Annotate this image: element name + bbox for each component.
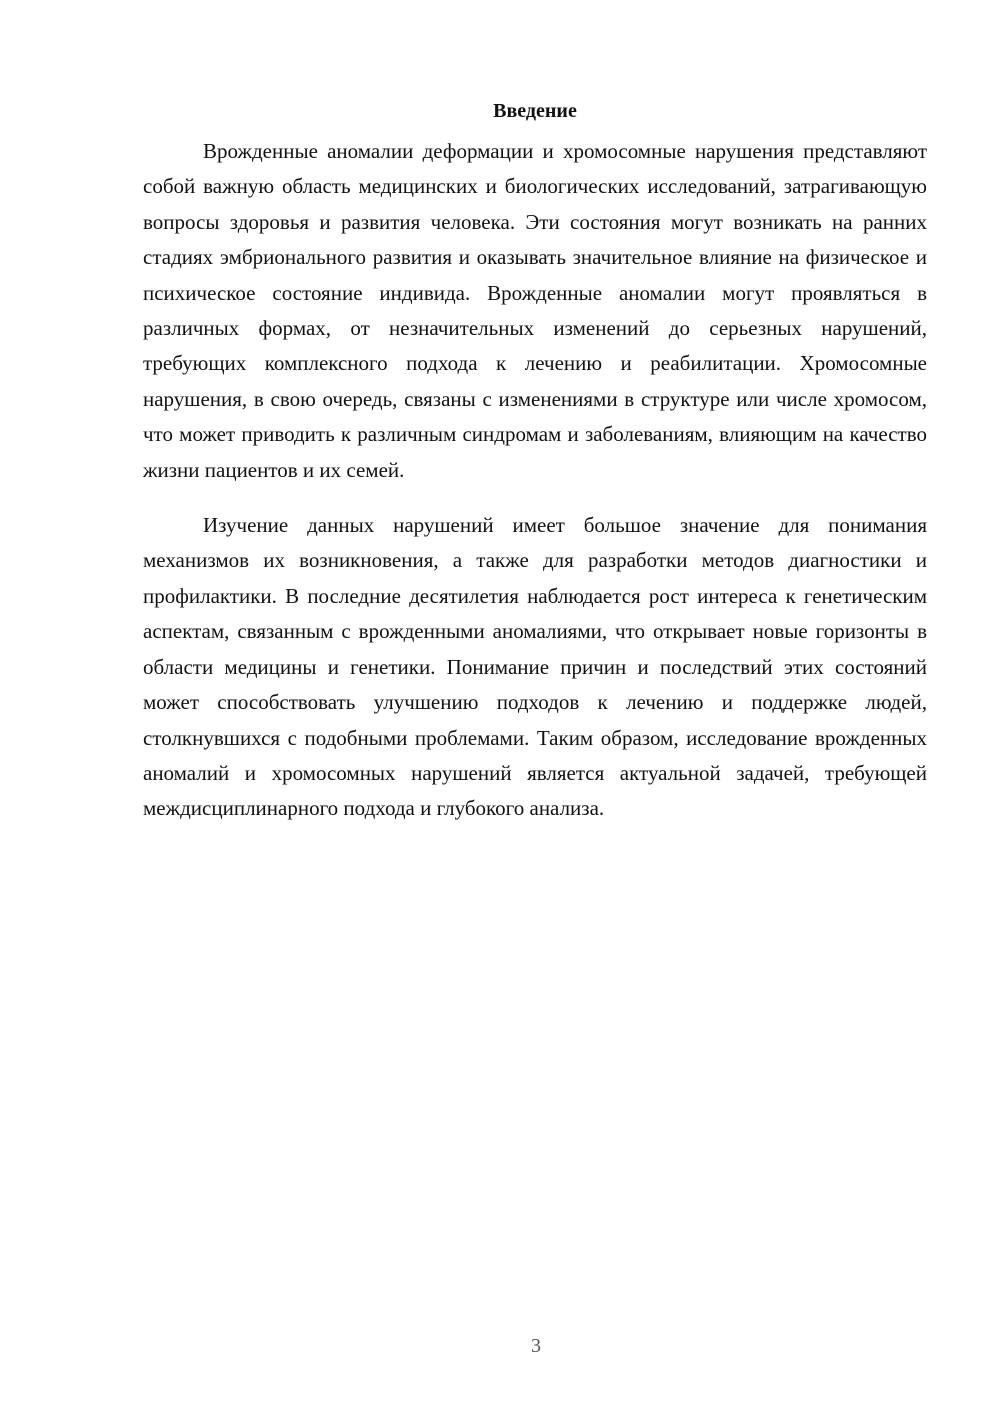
page-number: 3 [531, 1335, 541, 1357]
paragraph-1: Врожденные аномалии деформации и хромосомные нарушения представляют собой важную область медицинских и биологических исследований, затрагивающую вопросы здоровья и развития человека. Эти состояния могут возникать на ранних стадиях эмбрионального развития и оказывать значительное влияние на физическое и психическое состояние индивида. Врожденные аномалии могут проявляться в различных формах, от незначительных изменений до серьезных нарушений, требующих комплексного подхода к лечению и реабилитации. Хромосомные нарушения, в свою очередь, связаны с изменениями в структуре или числе хромосом, что может приводить к различным синдромам и заболеваниям, влияющим на качество жизни пациентов и их семей. [143, 139, 927, 482]
page-content [143, 96, 927, 827]
paragraph-2: Изучение данных нарушений имеет большое значение для понимания механизмов их возникновения, а также для разработки методов диагностики и профилактики. В последние десятилетия наблюдается рост интереса к генетическим аспектам, связанным с врожденными аномалиями, что открывает новые горизонты в области медицины и генетики. Понимание причин и последствий этих состояний может способствовать улучшению подходов к лечению и поддержке людей, столкнувшихся с подобными проблемами. Таким образом, исследование врожденных аномалий и хромосомных нарушений является актуальной задачей, требующей междисциплинарного подхода и глубокого анализа. [143, 513, 927, 821]
page-title: Введение [493, 100, 577, 122]
